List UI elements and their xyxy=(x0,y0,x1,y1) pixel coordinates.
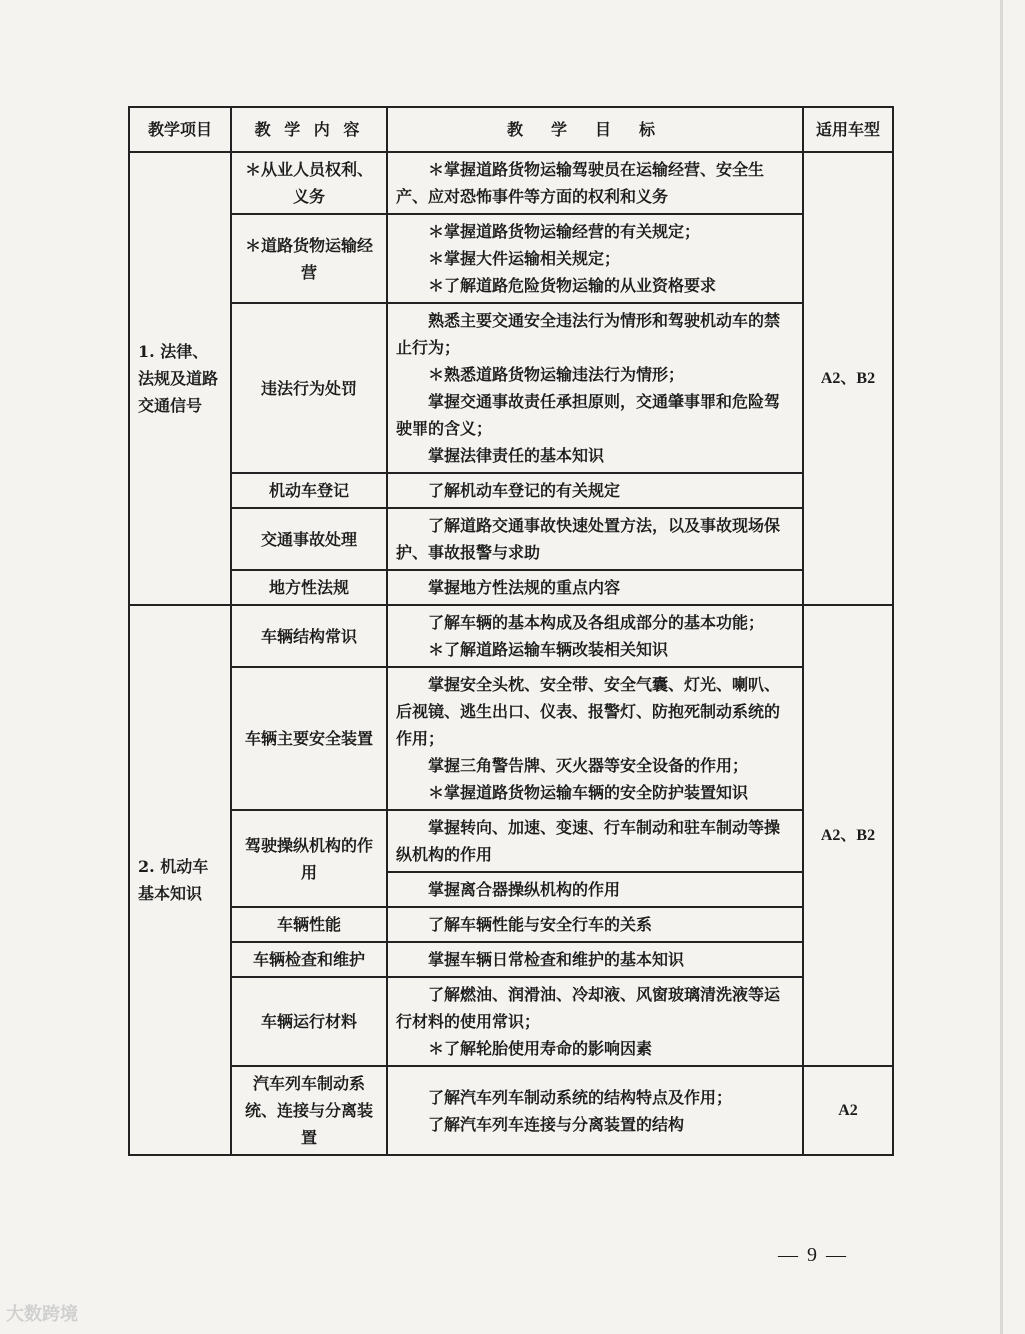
teaching-content-cell: 车辆主要安全装置 xyxy=(231,667,387,810)
table-row xyxy=(129,214,893,303)
teaching-goal-line: 掌握三角警告牌、灭火器等安全设备的作用； xyxy=(428,756,749,775)
page-edge xyxy=(1000,0,1003,1334)
table-row xyxy=(129,570,893,605)
teaching-goal-cell xyxy=(387,303,803,473)
table-body xyxy=(129,152,893,1155)
teaching-goal-cell xyxy=(387,907,803,942)
table-row xyxy=(129,667,893,810)
teaching-goal-line: 了解机动车登记的有关规定 xyxy=(428,481,621,500)
teaching-goal-line: ＊了解道路运输车辆改装相关知识 xyxy=(428,640,669,659)
vehicle-type-cell: A2 xyxy=(803,1066,893,1155)
teaching-content-cell: 车辆运行材料 xyxy=(231,977,387,1066)
teaching-goal-line: ＊掌握大件运输相关规定； xyxy=(428,249,621,268)
header-teaching-item: 教学项目 xyxy=(129,107,231,152)
table-row xyxy=(129,810,893,872)
teaching-goal-line: 了解车辆的基本构成及各组成部分的基本功能； xyxy=(428,613,765,632)
teaching-content-cell: 驾驶操纵机构的作用 xyxy=(231,810,387,907)
teaching-content-cell: 车辆结构常识 xyxy=(231,605,387,667)
teaching-goal-line: 掌握车辆日常检查和维护的基本知识 xyxy=(428,950,685,969)
teaching-goal-line: 掌握离合器操纵机构的作用 xyxy=(428,880,621,899)
table-row xyxy=(129,473,893,508)
teaching-goal-cell xyxy=(387,214,803,303)
teaching-goal-cell xyxy=(387,1066,803,1155)
teaching-goal-line: 了解车辆性能与安全行车的关系 xyxy=(428,915,653,934)
vehicle-type-cell: A2、B2 xyxy=(803,152,893,605)
teaching-content-cell: 车辆检查和维护 xyxy=(231,942,387,977)
table-row xyxy=(129,942,893,977)
header-teaching-content: 教 学 内 容 xyxy=(231,107,387,152)
teaching-goal-cell xyxy=(387,605,803,667)
teaching-goal-cell xyxy=(387,508,803,570)
header-vehicle-type: 适用车型 xyxy=(803,107,893,152)
teaching-item-cell: 1. 法律、法规及道路交通信号 xyxy=(129,152,231,605)
teaching-goal-line: 掌握地方性法规的重点内容 xyxy=(428,578,621,597)
teaching-goal-line: 掌握法律责任的基本知识 xyxy=(428,446,605,465)
teaching-goal-cell xyxy=(387,942,803,977)
teaching-goal-cell xyxy=(387,152,803,214)
teaching-goal-cell xyxy=(387,667,803,810)
table-row xyxy=(129,152,893,214)
vehicle-type-cell: A2、B2 xyxy=(803,605,893,1066)
table-row xyxy=(129,605,893,667)
page-number: — 9 — xyxy=(778,1244,848,1266)
teaching-goal-line: ＊掌握道路货物运输车辆的安全防护装置知识 xyxy=(428,783,749,802)
teaching-goal-cell xyxy=(387,473,803,508)
table-row xyxy=(129,907,893,942)
table-row xyxy=(129,1066,893,1155)
teaching-goal-line: 熟悉主要交通安全违法行为情形和驾驶机动车的禁止行为； xyxy=(396,311,781,357)
table-row xyxy=(129,977,893,1066)
teaching-content-cell: ＊道路货物运输经营 xyxy=(231,214,387,303)
teaching-goal-line: 掌握转向、加速、变速、行车制动和驻车制动等操纵机构的作用 xyxy=(396,818,781,864)
table-row xyxy=(129,303,893,473)
teaching-goal-line: 了解汽车列车制动系统的结构特点及作用； xyxy=(428,1087,733,1107)
teaching-goal-line: 了解道路交通事故快速处置方法，以及事故现场保护、事故报警与求助 xyxy=(396,516,781,562)
teaching-content-cell: 违法行为处罚 xyxy=(231,303,387,473)
teaching-item-cell: 2. 机动车基本知识 xyxy=(129,605,231,1155)
teaching-goal-cell xyxy=(387,810,803,872)
teaching-goal-line: 掌握安全头枕、安全带、安全气囊、灯光、喇叭、后视镜、逃生出口、仪表、报警灯、防抱死制动系统的作用； xyxy=(396,675,781,748)
teaching-goal-cell xyxy=(387,872,803,907)
teaching-content-cell: ＊从业人员权利、义务 xyxy=(231,152,387,214)
teaching-goal-cell xyxy=(387,570,803,605)
syllabus-table xyxy=(128,106,894,1156)
teaching-goal-line: ＊了解道路危险货物运输的从业资格要求 xyxy=(428,276,717,295)
teaching-content-cell: 地方性法规 xyxy=(231,570,387,605)
teaching-goal-line: 掌握交通事故责任承担原则，交通肇事罪和危险驾驶罪的含义； xyxy=(396,392,781,438)
teaching-content-cell: 机动车登记 xyxy=(231,473,387,508)
teaching-goal-line: ＊熟悉道路货物运输违法行为情形； xyxy=(428,365,685,384)
header-teaching-goal: 教学目标 xyxy=(387,107,803,152)
teaching-content-cell: 交通事故处理 xyxy=(231,508,387,570)
teaching-goal-line: 了解燃油、润滑油、冷却液、风窗玻璃清洗液等运行材料的使用常识； xyxy=(396,985,781,1031)
teaching-goal-line: ＊掌握道路货物运输经营的有关规定； xyxy=(428,222,701,241)
teaching-goal-line: ＊掌握道路货物运输驾驶员在运输经营、安全生产、应对恐怖事件等方面的权利和义务 xyxy=(396,160,765,206)
teaching-content-cell: 汽车列车制动系统、连接与分离装置 xyxy=(231,1066,387,1155)
table-row xyxy=(129,508,893,570)
teaching-goal-cell xyxy=(387,977,803,1066)
teaching-goal-line: 了解汽车列车连接与分离装置的结构 xyxy=(428,1114,685,1134)
teaching-goal-line: ＊了解轮胎使用寿命的影响因素 xyxy=(428,1039,653,1058)
teaching-content-cell: 车辆性能 xyxy=(231,907,387,942)
table-header-row xyxy=(129,107,893,152)
watermark: 大数跨境 xyxy=(6,1304,78,1325)
